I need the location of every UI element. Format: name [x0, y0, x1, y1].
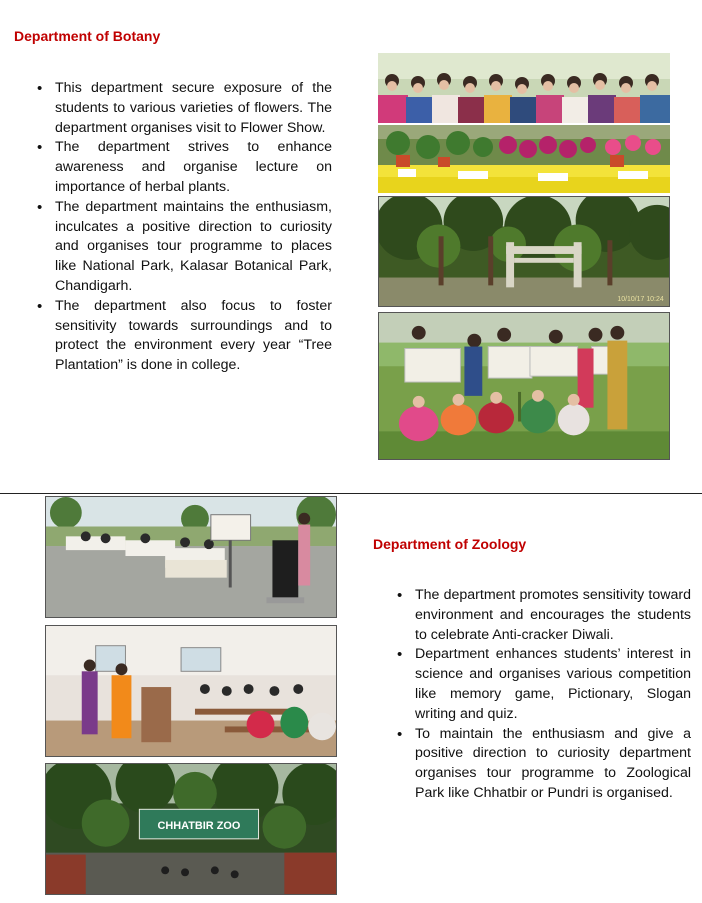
zoology-bullet-3: • To maintain the enthusiasm and give a positive direction to curiosity department organises tour programme to Zoological Park like Chhatbir or Pundri is organised.: [415, 725, 691, 804]
zoology-bullet-1: • The department promotes sensitivity toward environment and encourages the students to celebrate Anti-cracker Diwali.: [415, 586, 691, 645]
botany-bullet-2: • The department strives to enhance awareness and organise lecture on importance of herbal plants.: [55, 138, 332, 197]
section-divider: [0, 493, 702, 494]
botany-heading: Department of Botany: [14, 28, 161, 44]
photo-flower-show-students: [378, 53, 670, 123]
zoo-sign-text: CHHATBIR ZOO: [157, 820, 241, 832]
svg-text:10/10/17 10:24: 10/10/17 10:24: [617, 296, 664, 304]
botany-bullet-list: [37, 79, 332, 376]
photo-chhatbir-zoo-gate: [45, 763, 337, 895]
photo-flower-show-plants: [378, 125, 670, 193]
zoology-bullet-2: • Department enhances students’ interest in science and organises various competition like memory game, Pictionary, Slogan writing and quiz.: [415, 645, 691, 724]
botany-bullet-4: • The department also focus to foster sensitivity towards surroundings and to protect the environment every year “Tree Plantation” is done in college.: [55, 297, 332, 376]
botany-bullet-3: • The department maintains the enthusiasm, inculcates a positive direction to curiosity and organises tour programme to places like National Park, Kalasar Botanical Park, Chandigarh.: [55, 198, 332, 297]
photo-classroom-competition: [45, 625, 337, 757]
photo-botanical-park-gate: [378, 196, 670, 307]
zoology-heading: Department of Zoology: [373, 536, 527, 552]
photo-tree-plantation: [378, 312, 670, 460]
zoology-bullet-list: [397, 586, 691, 804]
photo-lecture-outdoor: [45, 496, 337, 618]
botany-bullet-1: • This department secure exposure of the students to various varieties of flowers. The department organises visit to Flower Show.: [55, 79, 332, 138]
